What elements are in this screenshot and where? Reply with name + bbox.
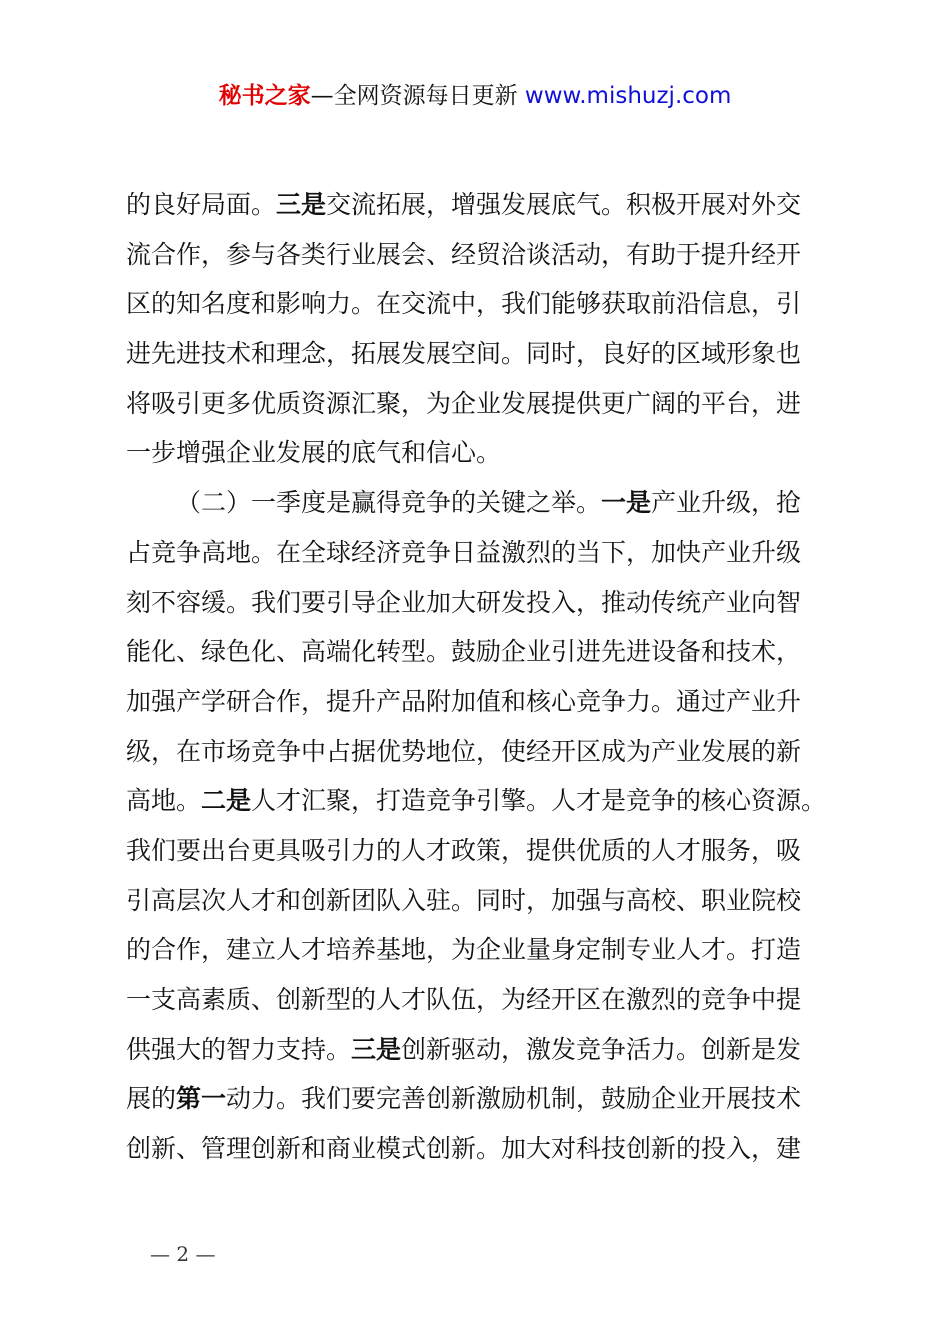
text-run: 产业升级，抢 (651, 488, 802, 518)
text-line: 流合作，参与各类行业展会、经贸洽谈活动，有助于提升经开 (126, 239, 802, 269)
text-line: 加强产学研合作，提升产品附加值和核心竞争力。通过产业升 (126, 686, 802, 716)
text-run: 高地。 (126, 786, 202, 816)
paragraph-1 (126, 180, 831, 478)
text-line: 我们要出台更具吸引力的人才政策，提供优质的人才服务，吸 (126, 835, 802, 865)
text-line (126, 478, 831, 528)
text-line: 区的知名度和影响力。在交流中，我们能够获取前沿信息，引 (126, 289, 802, 319)
bold-keyword: 三是 (351, 1034, 402, 1064)
text-line: 刻不容缓。我们要引导企业加大研发投入，推动传统产业向智 (126, 587, 802, 617)
text-run: 动力。我们要完善创新激励机制，鼓励企业开展技术 (226, 1084, 802, 1114)
text-line (126, 1025, 831, 1075)
text-line: 能化、绿色化、高端化转型。鼓励企业引进先进设备和技术， (126, 637, 802, 667)
bold-keyword: 三是 (276, 190, 327, 219)
bold-keyword: 二是 (201, 786, 252, 816)
text-line (126, 1074, 831, 1124)
bold-keyword: 第一 (176, 1084, 227, 1114)
document-body (126, 180, 831, 1174)
text-line: 一支高素质、创新型的人才队伍，为经开区在激烈的竞争中提 (126, 985, 802, 1014)
text-run: 的良好局面。 (126, 190, 277, 219)
text-line: 一步增强企业发展的底气和信心。 (126, 438, 502, 468)
brand-name: 秘书之家 (218, 83, 311, 109)
bold-keyword: 一是 (601, 488, 652, 518)
text-line: 引高层次人才和创新团队入驻。同时，加强与高校、职业院校 (126, 885, 802, 915)
text-line: 进先进技术和理念，拓展发展空间。同时，良好的区域形象也 (126, 339, 802, 369)
section-heading: （二）一季度是赢得竞争的关键之举。 (176, 488, 602, 518)
text-line: 占竞争高地。在全球经济竞争日益激烈的当下，加快产业升级 (126, 537, 802, 567)
text-line: 级，在市场竞争中占据优势地位，使经开区成为产业发展的新 (126, 736, 802, 766)
site-watermark-header (0, 78, 950, 114)
text-run: 交流拓展，增强发展底气。积极开展对外交 (326, 190, 802, 219)
text-line (126, 776, 831, 826)
text-line: 的合作，建立人才培养基地，为企业量身定制专业人才。打造 (126, 935, 802, 965)
text-run: 展的 (126, 1084, 177, 1114)
page-number: — 2 — (150, 1242, 216, 1266)
text-line (126, 180, 831, 230)
text-run: 创新驱动，激发竞争活力。创新是发 (401, 1034, 802, 1064)
text-line: 创新、管理创新和商业模式创新。加大对科技创新的投入，建 (126, 1134, 802, 1164)
text-run: 供强大的智力支持。 (126, 1034, 352, 1064)
text-line: 将吸引更多优质资源汇聚，为企业发展提供更广阔的平台，进 (126, 388, 802, 418)
paragraph-2 (126, 478, 831, 1174)
text-run: 人才汇聚，打造竞争引擎。人才是竞争的核心资源。 (251, 786, 827, 816)
header-url: www.mishuzj.com (524, 83, 732, 109)
header-tagline: —全网资源每日更新 (310, 83, 525, 109)
